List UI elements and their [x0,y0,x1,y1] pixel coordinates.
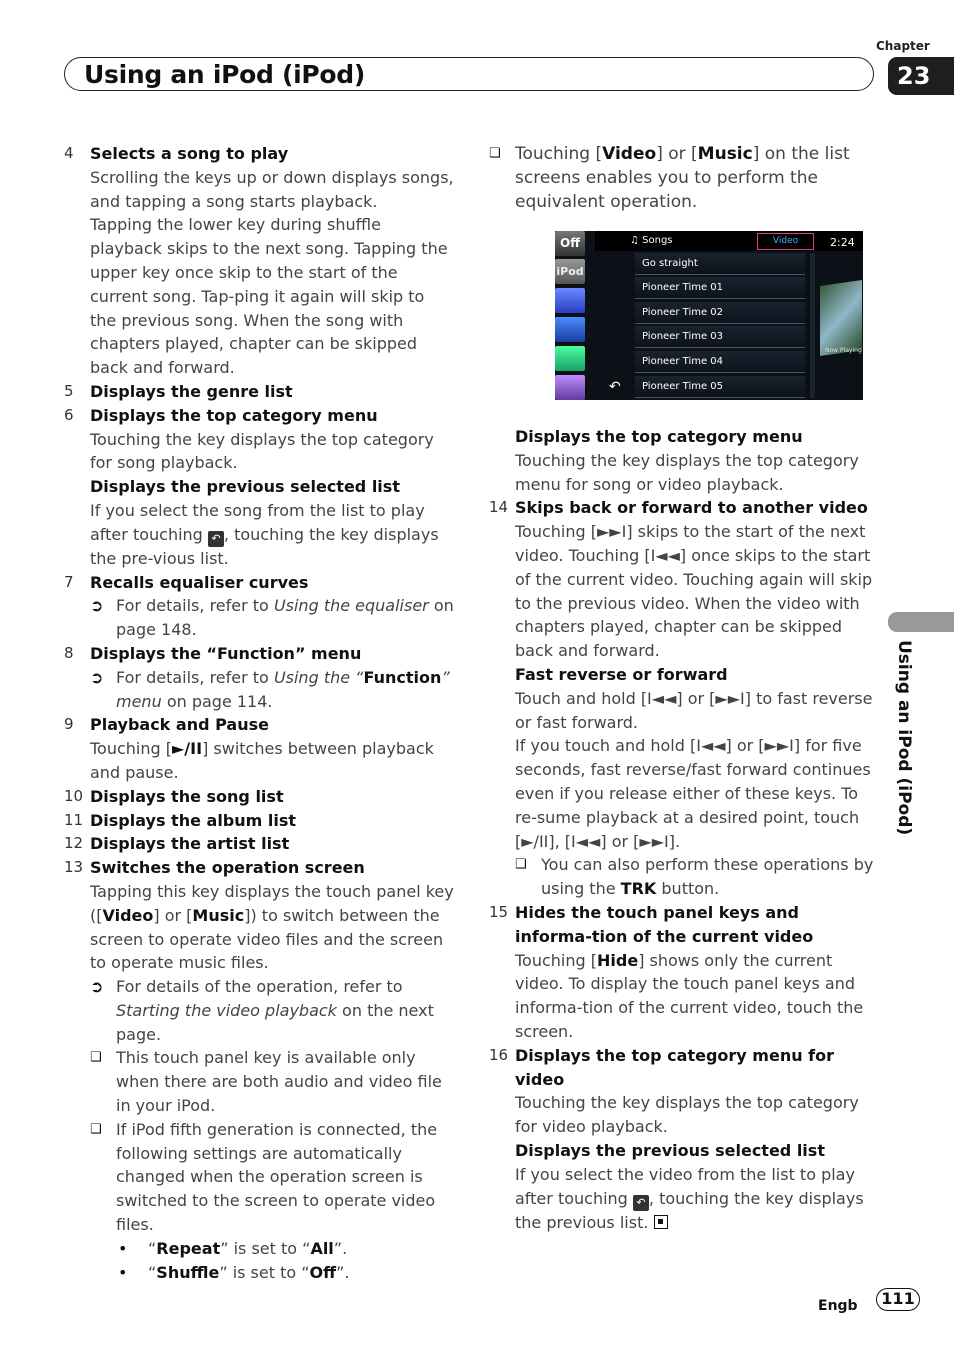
device-screenshot [555,231,863,400]
off-button[interactable]: Off [555,231,585,256]
checkbox-icon: ❑ [90,1050,102,1066]
item-text: If you touch and hold [I◄◄] or [►►I] for five seconds, fast reverse/fast forward continues even if you release either of these keys. To re-sume playback at a desired point, touch [►/II], [I◄◄] or [►►I]. [515,736,871,851]
note: ❑ If iPod fifth generation is connected, the following settings are automatically changed when the operation screen is switched to the screen to operate video files. [90,1119,438,1235]
list-item[interactable]: Pioneer Time 01 [635,277,805,299]
item-heading: 6 Displays the top category menu [64,405,378,425]
checkbox-icon: ❑ [489,146,501,161]
list-item[interactable]: Pioneer Time 03 [635,326,805,348]
item-heading: 7 Recalls equaliser curves [64,572,309,592]
language-label: Engb [818,1298,858,1314]
sub-heading: Displays the previous selected list [515,1140,825,1160]
bullet-icon: • [118,1238,128,1258]
item-heading: 12 Displays the artist list [64,834,290,854]
sub-heading: Displays the previous selected list [90,477,400,497]
bullet-item: • “Repeat” is set to “All”. [64,1237,454,1261]
back-icon: ↶ [633,1195,649,1211]
list-item[interactable]: Go straight [635,253,805,275]
radio-source-icon[interactable] [555,346,585,371]
note: ❑ You can also perform these operations by using the TRK button. [515,855,874,899]
reference: ➲ For details of the operation, refer to Starting the video playback on the next page. [90,977,434,1044]
back-icon: ↶ [208,531,224,547]
checkbox-icon: ❑ [90,1121,102,1137]
item-text: Touching [►/II] switches between playback and pause. [90,739,434,782]
item-number: 4 [64,144,74,162]
item-text: Tapping this key displays the touch panel key ([Video] or [Music]) to switch between the screen to operate video files and the screen to operate music files. [90,881,454,973]
item-text: Touching [►►I] skips to the start of the next video. Touching [I◄◄] once skips to the start of the current video. Touching again will skip to the previous video. When the video with chapters played, chapter can be skipped back and forward. [515,522,873,661]
item-text: Touch and hold [I◄◄] or [►►I] to fast reverse or fast forward. [515,688,873,732]
artwork-image [820,280,862,356]
item-text: Tapping the lower key during shuffle playback skips to the next song. Tapping the upper key once skip to the start of the current song. Tap-ping it again will skip to the previous song. When the song with chapters played, chapter can be skipped back and forward. [90,215,448,378]
reference: ➲ For details, refer to Using the equaliser on page 148. [90,596,454,640]
item-heading: 5 Displays the genre list [64,381,293,401]
list-item[interactable]: Pioneer Time 04 [635,351,805,373]
back-icon[interactable]: ↶ [609,379,621,395]
disc-source-icon[interactable] [555,288,585,313]
bullet-icon: • [118,1262,128,1282]
checkbox-icon: ❑ [515,857,527,873]
item-heading: 13 Switches the operation screen [64,858,365,878]
arrow-icon: ➲ [90,667,104,687]
note: ❑ Touching [Video] or [Music] on the list screens enables you to perform the equivalent operation. [489,144,850,212]
ipod-source-button[interactable]: iPod [555,259,585,284]
clock: 2:24 [830,236,855,249]
sub-heading: Displays the top category menu [515,427,803,446]
item-heading: 15 Hides the touch panel keys and informa-tion of the current video [489,902,814,946]
arrow-icon: ➲ [90,596,104,616]
bullet-item: • “Shuffle” is set to “Off”. [64,1261,454,1285]
chapter-label: Chapter [876,39,930,53]
arrow-icon: ➲ [90,977,104,997]
reference: ➲ For details, refer to Using the “Function” menu on page 114. [90,667,450,711]
list-item[interactable]: Pioneer Time 02 [635,302,805,324]
am-source-icon[interactable] [555,375,585,400]
page-number: 111 [876,1288,920,1311]
end-mark-icon [654,1215,668,1229]
page-title: Using an iPod (iPod) [84,60,365,89]
item-heading: 16 Displays the top category menu for video [489,1045,835,1089]
songs-category-label: ♫ Songs [630,235,673,246]
now-playing-label[interactable]: Now Playing [825,347,862,354]
side-tab-marker [888,612,954,632]
list-item[interactable]: Pioneer Time 05 [635,376,805,398]
sub-heading: Fast reverse or forward [515,664,728,684]
item-heading: 8 Displays the “Function” menu [64,643,362,663]
side-section-label: Using an iPod (iPod) [894,640,914,836]
item-text: Touching the key displays the top category for song playback. [90,429,434,473]
item-heading: 9 Playback and Pause [64,715,269,735]
item-heading: 10 Displays the song list [64,786,284,806]
item-heading: 4 Selects a song to play [64,142,454,166]
video-tab-button[interactable]: Video [757,233,814,250]
item-text: Touching the key displays the top category for video playback. [515,1093,859,1137]
item-text: If you select the video from the list to play after touching ↶ , touching the key displays the previous list. [515,1164,864,1232]
item-text: Touching the key displays the top category menu for song or video playback. [515,450,859,494]
left-column [64,142,454,1284]
bluetooth-icon[interactable] [555,317,585,342]
scrollbar[interactable] [810,253,815,398]
item-heading: 14 Skips back or forward to another video [489,498,868,518]
note: ❑ This touch panel key is available only when there are both audio and video file in your iPod. [90,1048,442,1116]
item-text: Touching [Hide] shows only the current video. To display the touch panel keys and informa-tion of the current video, touch the screen. [515,950,864,1041]
item-heading: 11 Displays the album list [64,810,297,830]
item-text: Scrolling the keys up or down displays songs, and tapping a song starts playback. [90,167,454,211]
item-text: If you select the song from the list to play after touching ↶ , touching the key displays the pre-vious list. [90,500,439,568]
chapter-number-badge: 23 [888,57,954,95]
